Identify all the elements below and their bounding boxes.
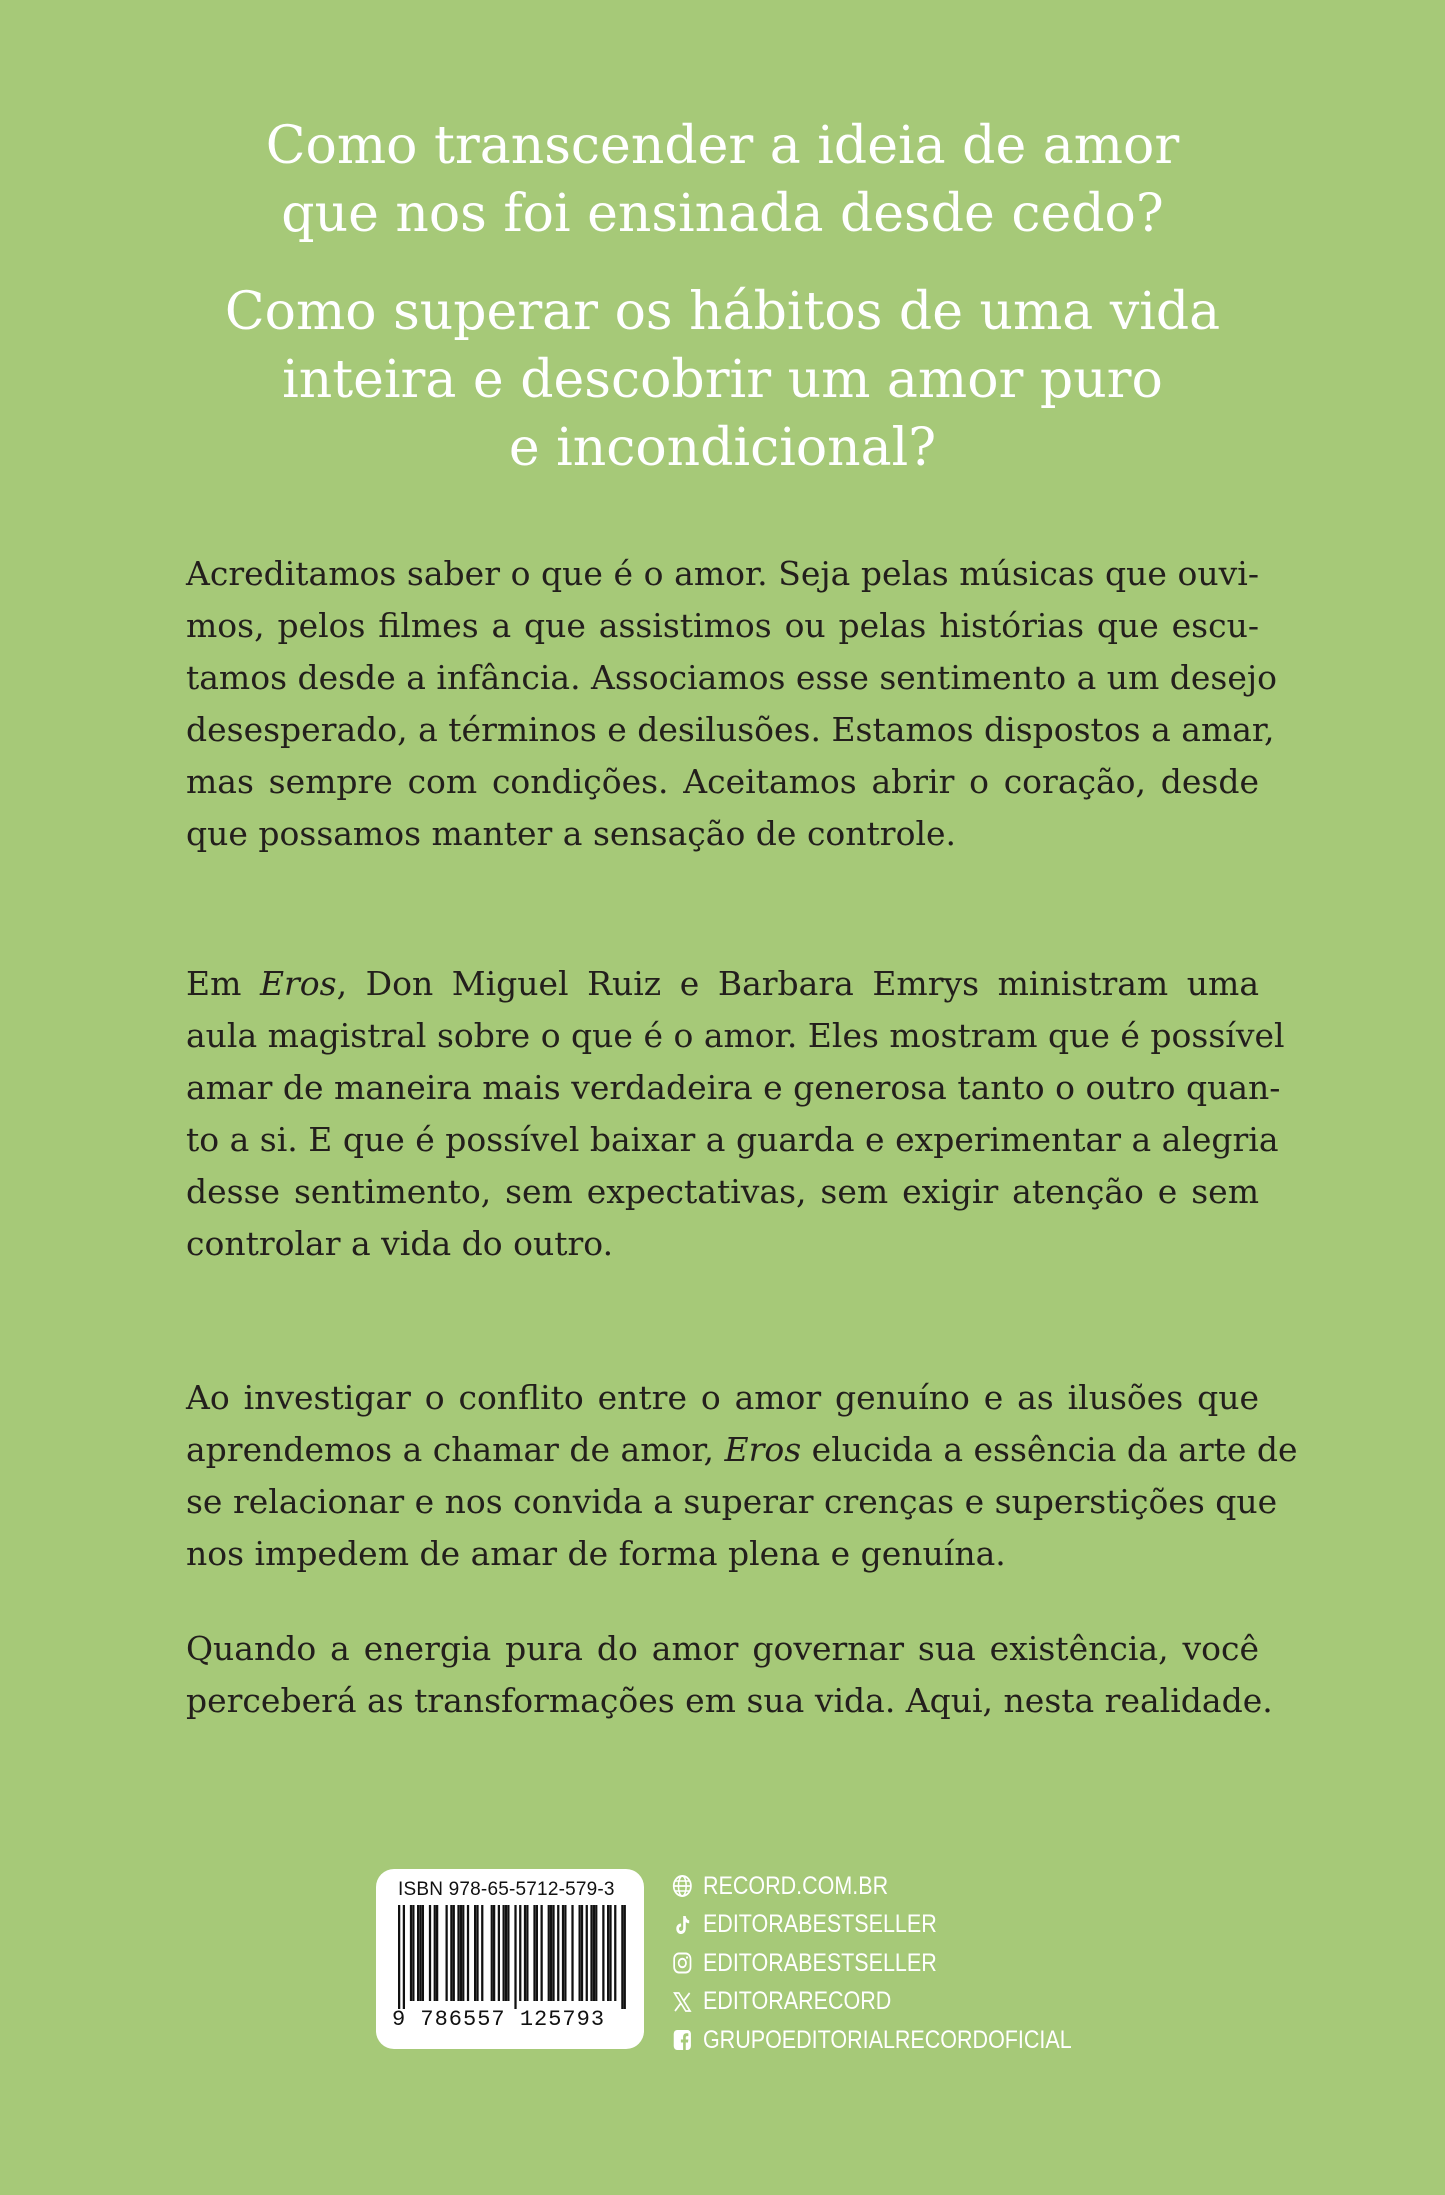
social-item-tiktok[interactable] <box>672 1906 1033 1945</box>
barcode-bar <box>481 1905 483 2001</box>
barcode-bar <box>581 1905 583 2001</box>
barcode-bar <box>467 1905 469 2001</box>
barcode-bar <box>564 1905 566 2001</box>
barcode-bar <box>590 1905 592 2001</box>
blurb-line <box>186 958 1259 1010</box>
barcode-bar <box>493 1905 495 2001</box>
barcode-bar <box>593 1905 595 2001</box>
barcode-bar <box>446 1905 448 2001</box>
line-rest: , Don Miguel Ruiz e Barbara Emrys ministram uma <box>336 964 1259 1003</box>
blurb-line: Acreditamos saber o que é o amor. Seja pelas músicas que ouvi- <box>186 554 1259 593</box>
blurb-line <box>186 1424 1298 1476</box>
social-links <box>672 1867 1092 2060</box>
headline-question-1 <box>180 112 1265 248</box>
blurb-line: Ao investigar o conflito entre o amor genuíno e as ilusões que <box>186 1378 1259 1417</box>
barcode-bar <box>436 1905 438 2001</box>
book-title-italic: Eros <box>259 964 337 1003</box>
barcode-bar <box>474 1905 476 2001</box>
barcode-bar <box>550 1905 552 2001</box>
barcode-bar <box>514 1905 516 2009</box>
barcode-bar <box>571 1905 573 2001</box>
barcode-bars <box>398 1905 626 2009</box>
isbn-label: ISBN 978-65-5712-579-3 <box>398 1879 615 1900</box>
barcode-bar <box>419 1905 421 2001</box>
line-rest: elucida a essência da arte de <box>801 1430 1298 1469</box>
blurb-line: se relacionar e nos convida a superar crenças e superstições que <box>186 1482 1278 1521</box>
barcode-bar <box>595 1905 597 2001</box>
line-prefix: Em <box>186 964 260 1003</box>
blurb-line: perceberá as transformações em sua vida. Aqui, nesta realidade. <box>186 1681 1273 1720</box>
social-label: GRUPOEDITORIALRECORDOFICIAL <box>702 2025 1072 2054</box>
barcode-bar <box>403 1905 405 2009</box>
barcode-bar <box>541 1905 543 2001</box>
barcode-bar <box>536 1905 538 2001</box>
blurb-paragraph-4 <box>186 1623 1273 1727</box>
barcode-bar <box>457 1905 459 2001</box>
barcode-bar <box>548 1905 550 2001</box>
line-prefix: aprendemos a chamar de amor, <box>186 1430 725 1469</box>
blurb-line: to a si. E que é possível baixar a guarda e experimentar a alegria <box>186 1120 1279 1159</box>
barcode-bar <box>614 1905 616 2001</box>
barcode-bar <box>526 1905 528 2001</box>
headline-question-2 <box>180 278 1265 482</box>
blurb-line: Quando a energia pura do amor governar sua existência, você <box>186 1629 1259 1668</box>
barcode-bar <box>524 1905 526 2001</box>
blurb-line: mas sempre com condições. Aceitamos abrir o coração, desde <box>186 762 1259 801</box>
barcode-bar <box>607 1905 609 2001</box>
barcode-bar <box>602 1905 604 2001</box>
isbn-barcode <box>376 1869 644 2049</box>
headline-line: Como transcender a ideia de amor <box>265 116 1180 176</box>
barcode-bar <box>586 1905 588 2001</box>
barcode-bar <box>453 1905 455 2001</box>
social-label: EDITORABESTSELLER <box>702 1948 937 1977</box>
barcode-bar <box>505 1905 507 2001</box>
barcode-bar <box>557 1905 559 2001</box>
barcode-bar <box>462 1905 464 2001</box>
social-label: EDITORARECORD <box>702 1987 892 2016</box>
blurb-line: controlar a vida do outro. <box>186 1224 614 1263</box>
barcode-bar <box>417 1905 419 2001</box>
social-label: EDITORABESTSELLER <box>702 1910 937 1939</box>
barcode-bar <box>491 1905 493 2001</box>
barcode-bar <box>507 1905 509 2001</box>
blurb-line: mos, pelos filmes a que assistimos ou pelas histórias que escu- <box>186 606 1259 645</box>
blurb-line: amar de maneira mais verdadeira e generosa tanto o outro quan- <box>186 1068 1281 1107</box>
blurb-line: desse sentimento, sem expectativas, sem exigir atenção e sem <box>186 1172 1259 1211</box>
barcode-bar <box>398 1905 400 2009</box>
blurb-line: nos impedem de amar de forma plena e genuína. <box>186 1534 1006 1573</box>
barcode-bar <box>460 1905 462 2001</box>
blurb-line: tamos desde a infância. Associamos esse sentimento a um desejo <box>186 658 1277 697</box>
barcode-bar <box>410 1905 412 2001</box>
social-label: RECORD.COM.BR <box>702 1871 889 1900</box>
barcode-digits: 9 786557 125793 <box>392 2007 606 2032</box>
blurb-paragraph-2 <box>186 958 1285 1270</box>
blurb-line: aula magistral sobre o que é o amor. Eles mostram que é possível <box>186 1016 1285 1055</box>
blurb-paragraph-3 <box>186 1372 1298 1580</box>
social-item-facebook[interactable] <box>672 2021 1072 2060</box>
barcode-bar <box>562 1905 564 2001</box>
globe-icon <box>672 1874 693 1898</box>
headline-line: Como superar os hábitos de uma vida <box>224 282 1221 342</box>
social-item-x[interactable] <box>672 1983 1033 2022</box>
blurb-paragraph-1 <box>186 548 1277 860</box>
instagram-icon <box>672 1951 693 1975</box>
barcode-bar <box>476 1905 478 2001</box>
barcode-bar <box>579 1905 581 2001</box>
barcode-bar <box>434 1905 436 2001</box>
barcode-bar <box>609 1905 611 2001</box>
blurb-line: que possamos manter a sensação de controle. <box>186 814 957 853</box>
social-item-instagram[interactable] <box>672 1944 1033 1983</box>
barcode-bar <box>412 1905 414 2001</box>
barcode-bar <box>519 1905 521 2001</box>
barcode-bar <box>533 1905 535 2001</box>
barcode-bar <box>429 1905 431 2001</box>
social-item-website[interactable] <box>672 1867 1033 1906</box>
barcode-bar <box>422 1905 424 2001</box>
barcode-bar <box>450 1905 452 2001</box>
barcode-bar <box>498 1905 500 2001</box>
headline-line: que nos foi ensinada desde cedo? <box>281 184 1164 244</box>
barcode-bar <box>624 1905 626 2009</box>
x-icon <box>672 1990 693 2014</box>
blurb-line: desesperado, a términos e desilusões. Estamos dispostos a amar, <box>186 710 1275 749</box>
barcode-bar <box>503 1905 505 2001</box>
book-title-italic: Eros <box>724 1430 802 1469</box>
tiktok-icon <box>672 1913 693 1937</box>
headline-line: e incondicional? <box>508 418 937 478</box>
barcode-bar <box>552 1905 554 2001</box>
facebook-icon <box>672 2028 693 2052</box>
barcode-bar <box>621 1905 623 2009</box>
headline-line: inteira e descobrir um amor puro <box>282 350 1163 410</box>
